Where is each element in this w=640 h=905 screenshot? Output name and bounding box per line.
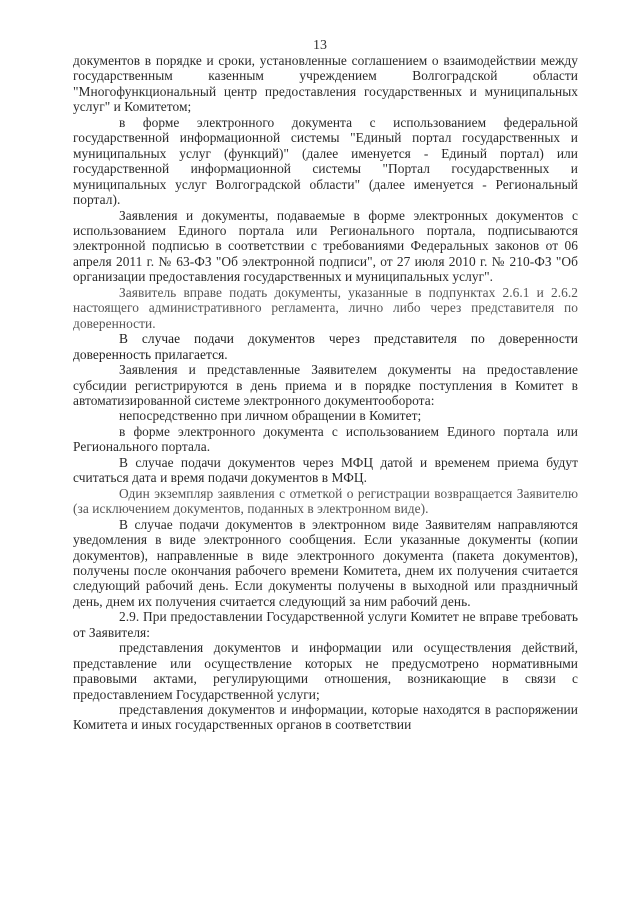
paragraph: в форме электронного документа с использованием федеральной государственной информационной системы "Единый портал государственных и муниципальных услуг (функций)" (далее именуется - Единый портал) или государственной информационной системы "Портал государственных и муниципальных услуг Волгоградской области" (далее именуется - Региональный портал). (73, 114, 578, 208)
paragraph: Заявитель вправе подать документы, указанные в подпунктах 2.6.1 и 2.6.2 настоящего административного регламента, лично либо через представителя по доверенности. (73, 284, 578, 331)
document-body (73, 53, 578, 733)
paragraph: Заявления и представленные Заявителем документы на предоставление субсидии регистрируются в день приема и в порядке поступления в Комитет в автоматизированной системе электронного документооборота: (73, 362, 578, 408)
paragraph: В случае подачи документов через представителя по доверенности доверенность прилагается. (73, 331, 578, 362)
paragraph: 2.9. При предоставлении Государственной услуги Комитет не вправе требовать от Заявителя: (73, 609, 578, 640)
paragraph: представления документов и информации или осуществления действий, представление или осуществление которых не предусмотрено нормативными правовыми актами, регулирующими отношения, возникающие в связи с предоставлением Государственной услуги; (73, 640, 578, 702)
paragraph: В случае подачи документов в электронном виде Заявителям направляются уведомления в виде электронного сообщения. Если указанные документы (копии документов), направленные в виде электронного документа (пакета документов), получены после окончания рабочего времени Комитета, днем их получения считается следующий рабочий день. Если документы получены в выходной или праздничный день, днем их получения считается следующий за ним рабочий день. (73, 516, 578, 609)
paragraph: В случае подачи документов через МФЦ датой и временем приема будут считаться дата и время подачи документов в МФЦ. (73, 454, 578, 486)
paragraph: Один экземпляр заявления с отметкой о регистрации возвращается Заявителю (за исключением документов, поданных в электронном виде). (73, 485, 578, 517)
paragraph: представления документов и информации, которые находятся в распоряжении Комитета и иных государственных органов в соответствии (73, 702, 578, 733)
paragraph: непосредственно при личном обращении в Комитет; (119, 408, 422, 424)
paragraph: документов в порядке и сроки, установленные соглашением о взаимодействии между государственным казенным учреждением Волгоградской области "Многофункциональный центр предоставления государственных и муниципальных услуг" и Комитетом; (73, 53, 578, 115)
paragraph: Заявления и документы, подаваемые в форме электронных документов с использованием Единого портала или Регионального портала, подписываются электронной подписью в соответствии с требованиями Федеральных законов от 06 апреля 2011 г. № 63-ФЗ "Об электронной подписи", от 27 июля 2010 г. № 210-ФЗ "Об организации предоставления государственных и муниципальных услуг". (73, 207, 578, 285)
paragraph: в форме электронного документа с использованием Единого портала или Регионального портала. (73, 423, 578, 455)
page-number: 13 (313, 38, 327, 53)
